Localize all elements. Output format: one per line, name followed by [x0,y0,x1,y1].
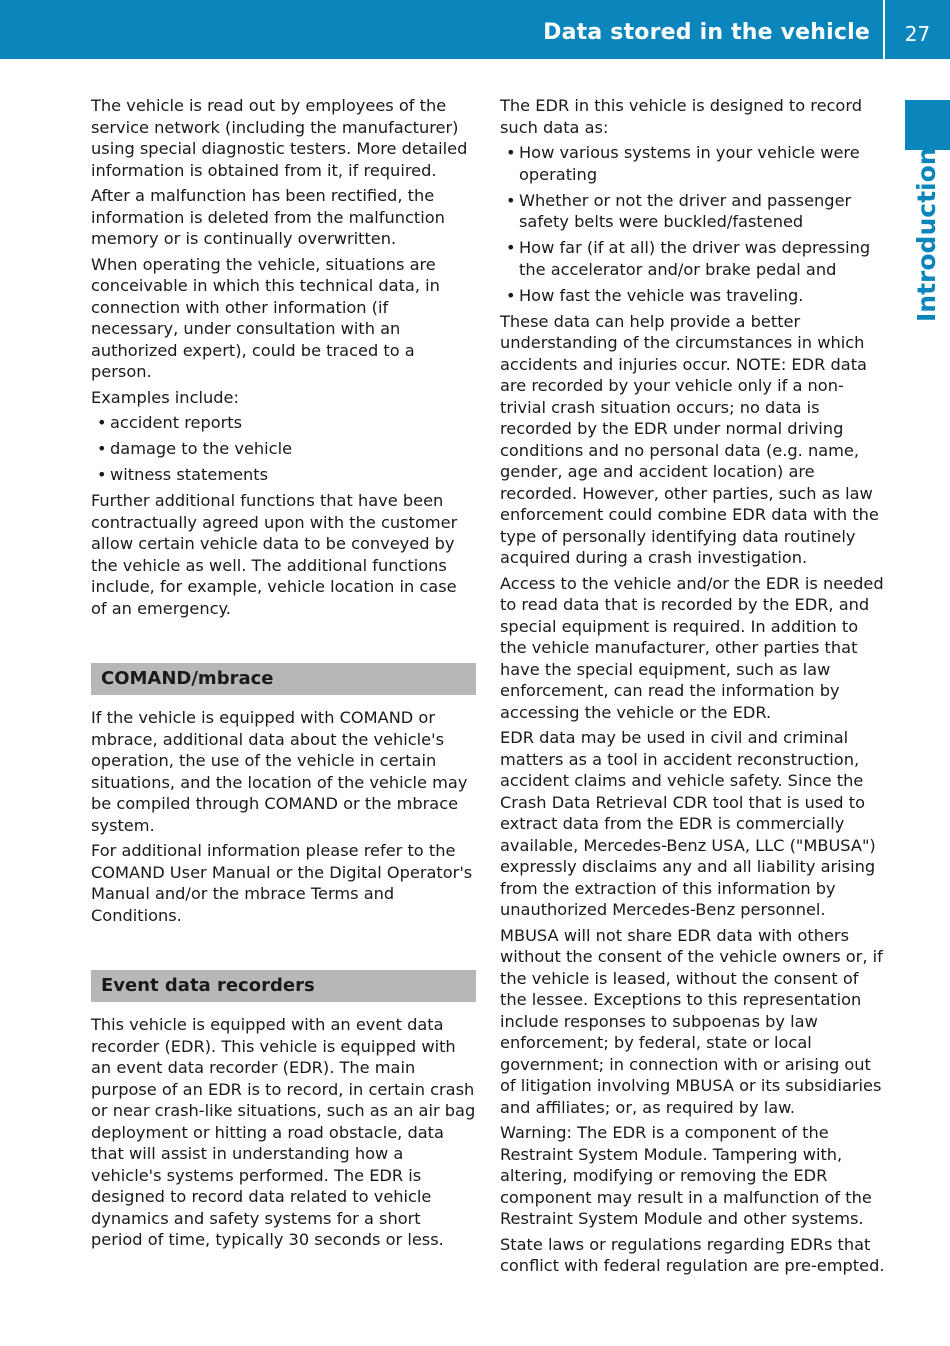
paragraph: EDR data may be used in civil and criminal matters as a tool in accident reconstruction, accident claims and vehicle safety. Since the Crash Data Retrieval CDR tool that is used to extract data from the EDR is commercially available, Mercedes-Benz USA, LLC ("MBUSA") expressly disclaims any and all liability arising from the extraction of this information by unauthorized Mercedes-Benz personnel. [500,728,876,919]
right-column [500,95,886,1281]
paragraph: Examples include: [91,387,239,407]
list-item: • witness statements [91,464,476,486]
paragraph: Warning: The EDR is a component of the Restraint System Module. Tampering with, altering, modifying or removing the EDR component may result in a malfunction of the Restraint System Module and other systems. [500,1123,872,1228]
list-item: • damage to the vehicle [91,438,476,460]
list-item: • How fast the vehicle was traveling. [500,285,886,307]
paragraph: The vehicle is read out by employees of the service network (including the manufacturer) using special diagnostic testers. More detailed information is obtained from it, if required. [91,96,468,180]
section-tab-marker [905,100,950,150]
paragraph: After a malfunction has been rectified, the information is deleted from the malfunction memory or is continually overwritten. [91,186,445,248]
page-number: 27 [904,22,931,46]
section-heading-event-data-recorders: Event data recorders [91,970,476,1002]
list-item: • How various systems in your vehicle were operating [500,142,886,185]
examples-list [91,412,476,486]
paragraph: Access to the vehicle and/or the EDR is needed to read data that is recorded by the EDR, and special equipment is required. In addition to the vehicle manufacturer, other parties that have the special equipment, such as law enforcement, can read the information by accessing the vehicle or the EDR. [500,573,884,722]
list-item: • accident reports [91,412,476,434]
paragraph: The EDR in this vehicle is designed to record such data as: [500,96,862,137]
list-item: • Whether or not the driver and passenger safety belts were buckled/fastened [500,190,886,233]
paragraph: This vehicle is equipped with an event data recorder (EDR). This vehicle is equipped with an event data recorder (EDR). The main purpose of an EDR is to record, in certain crash or near crash-like situations, such as an air bag deployment or hitting a road obstacle, data that will assist in understanding how a vehicle's systems performed. The EDR is designed to record data related to vehicle dynamics and safety systems for a short period of time, typically 30 seconds or less. [91,1015,476,1249]
section-side-label: Introduction [912,147,941,322]
paragraph: If the vehicle is equipped with COMAND or mbrace, additional data about the vehicle's operation, the use of the vehicle in certain situations, and the location of the vehicle may be compiled through COMAND or the mbrace system. [91,708,468,835]
paragraph: For additional information please refer to the COMAND User Manual or the Digital Operator's Manual and/or the mbrace Terms and Conditions. [91,841,473,925]
list-item: • How far (if at all) the driver was depressing the accelerator and/or brake pedal and [500,237,886,280]
paragraph: These data can help provide a better understanding of the circumstances in which accidents and injuries occur. NOTE: EDR data are recorded by your vehicle only if a non-trivial crash situation occurs; no data is recorded by the EDR under normal driving conditions and no personal data (e.g. name, gender, age and accident location) are recorded. However, other parties, such as law enforcement could combine EDR data with the type of personally identifying data routinely acquired during a crash investigation. [500,311,879,567]
recorded-data-list [500,142,886,306]
paragraph: MBUSA will not share EDR data with others without the consent of the vehicle owners or, if the vehicle is leased, without the consent of the lessee. Exceptions to this representation include responses to subpoenas by law enforcement; by federal, state or local government; in connection with or arising out of litigation involving MBUSA or its subsidiaries and affiliates; or, as required by law. [500,925,883,1117]
paragraph: Further additional functions that have been contractually agreed upon with the customer allow certain vehicle data to be conveyed by the vehicle as well. The additional functions include, for example, vehicle location in case of an emergency. [91,491,458,618]
paragraph: When operating the vehicle, situations are conceivable in which this technical data, in connection with other information (if necessary, under consultation with an authorized expert), could be traced to a person. [91,254,440,381]
left-column [91,95,476,1255]
header-title: Data stored in the vehicle [543,20,870,45]
paragraph: State laws or regulations regarding EDRs that conflict with federal regulation are pre-empted. [500,1234,885,1275]
page-header [0,0,950,59]
section-heading-comand: COMAND/mbrace [91,663,476,695]
